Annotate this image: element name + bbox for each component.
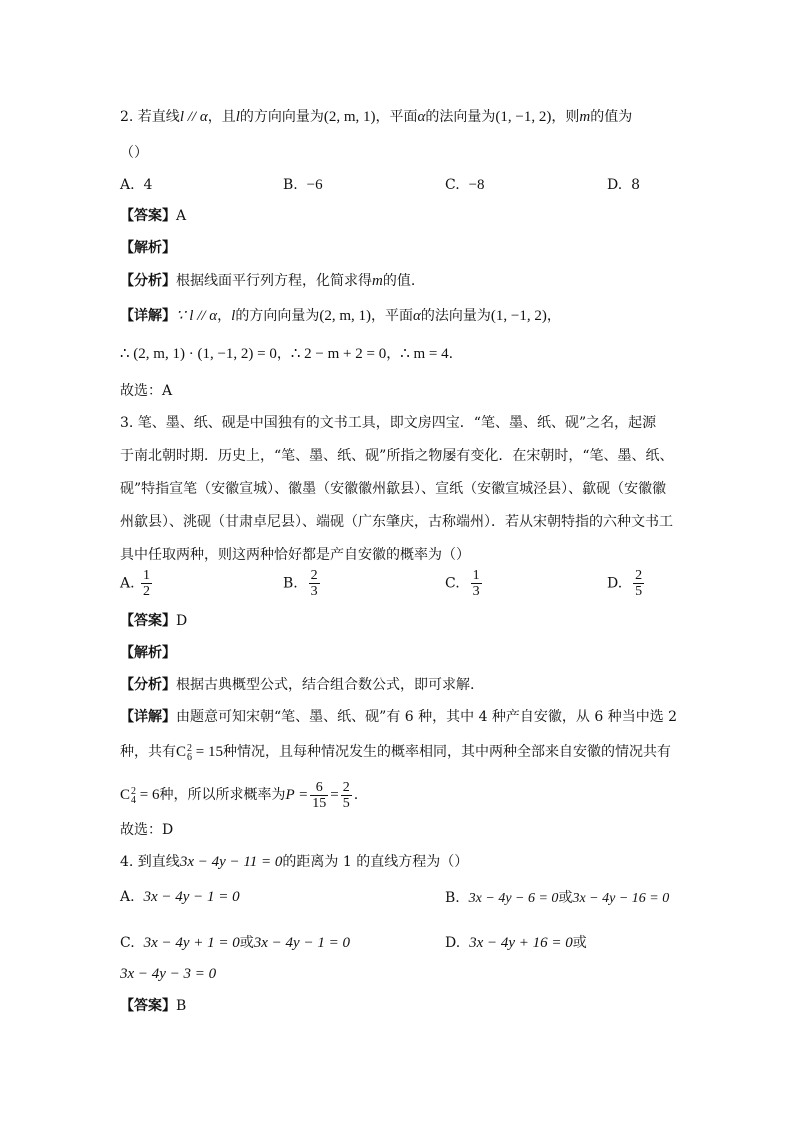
- denominator: 5: [635, 584, 643, 599]
- calc-math: ∴ m = 4: [400, 346, 449, 362]
- q2-fenxi: [120, 272, 415, 291]
- option-text: 或: [572, 935, 587, 951]
- option-label: B.: [283, 575, 298, 592]
- option-label: B.: [445, 890, 460, 906]
- option-label: C.: [120, 935, 135, 951]
- q4-option-d: [445, 932, 587, 952]
- xiangjie-text: ，: [546, 308, 561, 324]
- calc-text: ，: [386, 346, 401, 362]
- q3-xiangjie-line3: [120, 780, 358, 811]
- q3-analysis-tag: [120, 645, 176, 663]
- denominator: 2: [143, 584, 151, 599]
- q2-text: ，且: [207, 109, 236, 125]
- prob-frac-1: [310, 780, 328, 811]
- q3-stem-line: 于南北朝时期．历史上，“笔、墨、纸、砚”所指之物屡有变化．在宋朝时，“笔、墨、纸、: [120, 448, 674, 464]
- fenxi-text: 的值.: [382, 273, 416, 289]
- q2-analysis-tag: [120, 240, 176, 258]
- option-text: 4: [143, 177, 153, 193]
- q4-option-a: [120, 889, 240, 906]
- q3-fenxi: [120, 677, 474, 695]
- xiangjie-math: ∵ l // α: [176, 308, 218, 324]
- denominator: 3: [472, 584, 480, 599]
- xiangjie-math: (2, m, 1): [319, 308, 372, 324]
- prob-lhs: P =: [285, 787, 309, 804]
- denominator: 3: [310, 584, 318, 599]
- analysis-tag: 【解析】: [120, 645, 176, 661]
- prob-frac-2: [341, 780, 352, 811]
- q3-xiangjie-line2: [120, 743, 671, 762]
- q4-math: 3x − 4y − 11 = 0: [179, 854, 283, 870]
- option-label: A.: [120, 889, 135, 905]
- option-label: D.: [445, 935, 461, 951]
- prob-end: .: [353, 786, 359, 803]
- option-label: D.: [607, 177, 623, 193]
- q4-answer: [120, 998, 186, 1016]
- xiangjie-tag: 【详解】: [120, 709, 176, 725]
- option-label: B.: [283, 177, 298, 193]
- fenxi-text: 根据线面平行列方程，化简求得: [176, 273, 372, 289]
- calc-text: .: [448, 346, 454, 362]
- option-label: A.: [120, 177, 135, 193]
- q4-option-b: [445, 887, 669, 907]
- q2-conclusion: 故选：A: [120, 383, 173, 399]
- fenxi-math: m: [372, 273, 383, 289]
- xiangjie-text: 的法向量为: [420, 308, 491, 324]
- xiangjie-math: (1, −1, 2): [490, 308, 547, 324]
- option-fraction: [633, 568, 644, 599]
- c-sub: 4: [131, 795, 137, 806]
- q3-answer: [120, 613, 187, 631]
- numerator: 2: [310, 568, 318, 583]
- calc-text: ，: [276, 346, 291, 362]
- option-math: 3x − 4y − 1 = 0: [143, 889, 240, 905]
- numerator: 6: [310, 780, 328, 796]
- q2-math: (2, m, 1): [323, 109, 376, 125]
- xiangjie-math: l: [231, 308, 236, 324]
- q3-xiangjie: [120, 709, 677, 727]
- q3-option-a: [120, 568, 154, 599]
- q2-math: (1, −1, 2): [495, 109, 552, 125]
- xiangjie-text: 种，所以所求概率为: [159, 786, 286, 803]
- q2-option-d: [607, 177, 640, 193]
- denominator: 15: [312, 796, 327, 811]
- option-math: 3x − 4y + 16 = 0: [469, 935, 573, 951]
- q3-stem-line: 州歙县）、洮砚（甘肃卓尼县）、端砚（广东肇庆，古称端州）．若从宋朝特指的六种文书工: [120, 514, 673, 530]
- c-eq: = 15: [192, 744, 223, 760]
- option-label: A.: [120, 575, 135, 592]
- option-text: −8: [468, 177, 485, 193]
- option-math: 3x − 4y + 1 = 0: [143, 935, 240, 951]
- numerator: 1: [143, 568, 151, 583]
- xiangjie-tag: 【详解】: [120, 308, 176, 324]
- q2-option-a: [120, 177, 152, 193]
- q3-option-b: [283, 568, 322, 599]
- option-fraction: [141, 568, 152, 599]
- calc-math: ∴ (2, m, 1) · (1, −1, 2) = 0: [120, 346, 277, 362]
- option-math: 3x − 4y − 6 = 0: [468, 891, 559, 906]
- q2-option-c: [445, 177, 485, 194]
- numerator: 1: [472, 568, 480, 583]
- q2-answer: [120, 208, 186, 226]
- c-sup: 2: [187, 743, 193, 754]
- q2-math: m: [579, 109, 591, 125]
- combination-c62: [176, 743, 223, 763]
- q2-xiangjie: [120, 307, 561, 326]
- option-label: D.: [607, 575, 623, 592]
- option-math: 3x − 4y − 1 = 0: [253, 935, 350, 951]
- q4-text: 的距离为 1 的直线方程为（）: [282, 854, 469, 870]
- q2-option-b: [283, 177, 323, 194]
- q2-text: ，则: [551, 109, 580, 125]
- xiangjie-text: 种情况，且每种情况发生的概率相同，其中两种全部来自安徽的情况共有: [222, 744, 671, 760]
- analysis-tag: 【解析】: [120, 240, 176, 256]
- answer-tag: 【答案】: [120, 998, 176, 1014]
- xiangjie-text: 由题意可知宋朝“笔、墨、纸、砚”有 6 种，其中 4 种产自安徽，从 6 种当中选 2: [176, 709, 678, 725]
- xiangjie-text: ，: [217, 308, 232, 324]
- q3-stem-line: 3. 笔、墨、纸、砚是中国独有的文书工具，即文房四宝．“笔、墨、纸、砚”之名，起源: [120, 415, 657, 431]
- q4-text: 4. 到直线: [120, 854, 180, 870]
- q2-text: 2. 若直线: [120, 109, 180, 125]
- q2-text: 的方向向量为: [239, 109, 324, 125]
- q3-option-d: [607, 568, 646, 599]
- numerator: 2: [635, 568, 643, 583]
- fenxi-text: 根据古典概型公式，结合组合数公式，即可求解.: [176, 677, 475, 693]
- answer-tag: 【答案】: [120, 208, 176, 224]
- q4-stem: [120, 853, 468, 872]
- answer-tag: 【答案】: [120, 613, 176, 629]
- q4-option-c: [120, 932, 350, 952]
- q3-conclusion: 故选：D: [120, 822, 174, 838]
- q3-option-c: [445, 568, 484, 599]
- prob-eq: =: [330, 787, 339, 804]
- c-sub: 6: [187, 752, 193, 763]
- q3-stem-line: 具中任取两种，则这两种恰好都是产自安徽的概率为（）: [120, 547, 470, 563]
- option-math: 3x − 4y − 16 = 0: [572, 891, 670, 906]
- q4-option-d-cont: [120, 965, 216, 984]
- xiangjie-text: ，平面: [371, 308, 414, 324]
- answer-value: B: [176, 998, 187, 1014]
- q2-calc: [120, 345, 453, 364]
- c-symbol: C: [120, 787, 131, 803]
- q2-stem: [120, 108, 632, 127]
- fenxi-tag: 【分析】: [120, 677, 176, 693]
- q2-text: 的值为: [590, 109, 633, 125]
- calc-math: ∴ 2 − m + 2 = 0: [290, 346, 387, 362]
- q2-paren: （）: [120, 145, 148, 161]
- answer-value: A: [176, 208, 187, 224]
- c-symbol: C: [176, 744, 187, 760]
- q2-math: α: [417, 109, 426, 125]
- option-text: −6: [306, 177, 323, 193]
- denominator: 5: [342, 796, 350, 811]
- option-text: 或: [558, 890, 573, 906]
- c-sup: 2: [131, 786, 137, 797]
- option-text: 8: [631, 177, 641, 193]
- xiangjie-math: α: [413, 308, 421, 324]
- fenxi-tag: 【分析】: [120, 273, 176, 289]
- numerator: 2: [342, 780, 350, 795]
- option-math: 3x − 4y − 3 = 0: [120, 966, 217, 982]
- option-text: 或: [239, 935, 254, 951]
- q2-math: l: [235, 109, 240, 125]
- q2-text: 的法向量为: [425, 109, 496, 125]
- option-fraction: [309, 568, 320, 599]
- xiangjie-text: 的方向向量为: [235, 308, 320, 324]
- answer-value: D: [176, 613, 188, 629]
- q2-text: ，平面: [375, 109, 418, 125]
- option-fraction: [471, 568, 482, 599]
- q3-stem-line: 砚”特指宣笔（安徽宣城）、徽墨（安徽徽州歙县）、宣纸（安徽宣城泾县）、歙砚（安徽徽: [120, 481, 667, 497]
- option-label: C.: [445, 575, 460, 592]
- option-label: C.: [445, 177, 460, 193]
- xiangjie-text: 种，共有: [120, 744, 176, 760]
- c-eq: = 6: [136, 787, 160, 803]
- q2-math: l // α: [179, 109, 208, 125]
- combination-c42: [120, 786, 160, 806]
